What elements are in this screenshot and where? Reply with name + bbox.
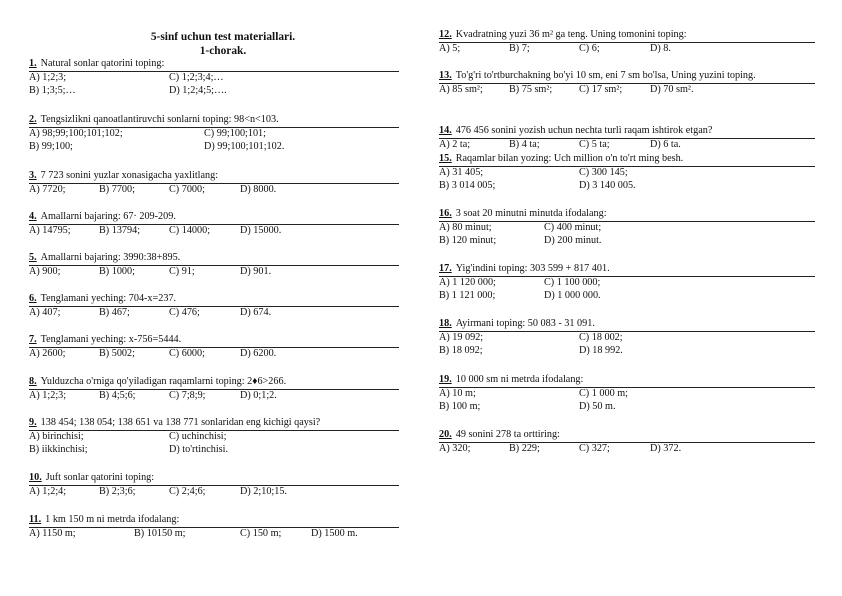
answer-option: B) 4;5;6; — [99, 389, 136, 401]
answer-option: D) 372. — [650, 442, 682, 454]
answer-row — [439, 442, 815, 456]
question-number: 15. — [439, 153, 452, 164]
answer-row — [29, 127, 399, 141]
question-number: 14. — [439, 125, 452, 136]
answer-option: B) 5002; — [99, 347, 135, 359]
question-1 — [29, 58, 399, 97]
answer-option: D) 3 140 005. — [579, 179, 636, 191]
question-17 — [439, 263, 815, 302]
answer-option: A) 85 sm²; — [439, 83, 483, 95]
answer-option: B) 100 m; — [439, 400, 481, 412]
answer-option: B) 1;3;5;… — [29, 84, 76, 96]
question-14 — [439, 125, 815, 152]
question-text-line — [29, 58, 399, 71]
answer-option: A) 1150 m; — [29, 527, 76, 539]
question-text: Yulduzcha o'rniga qo'yiladigan raqamlarni toping: 2♦6>266. — [40, 376, 287, 387]
answer-option: D) 2;10;15. — [240, 485, 287, 497]
answer-option: D) 674. — [240, 306, 272, 318]
answer-option: B) 120 minut; — [439, 234, 497, 246]
question-3 — [29, 170, 399, 197]
question-text-line — [439, 374, 815, 387]
answer-option: B) 18 092; — [439, 344, 483, 356]
question-number: 19. — [439, 374, 452, 385]
answer-row — [29, 527, 399, 541]
answer-option: A) 1 120 000; — [439, 276, 496, 288]
answer-option: B) 1000; — [99, 265, 135, 277]
answer-row — [439, 276, 815, 290]
question-12 — [439, 29, 815, 56]
answer-row — [439, 345, 815, 358]
question-number: 18. — [439, 318, 452, 329]
answer-option: A) 1;2;3; — [29, 389, 67, 401]
answer-option: D) 1;2;4;5;…. — [169, 84, 227, 96]
question-20 — [439, 429, 815, 456]
question-number: 1. — [29, 58, 37, 69]
answer-option: D) 18 992. — [579, 344, 623, 356]
question-text-line — [439, 318, 815, 331]
question-9 — [29, 417, 399, 456]
question-text-line — [29, 114, 399, 127]
answer-option: B) 467; — [99, 306, 130, 318]
question-2 — [29, 114, 399, 153]
question-number: 12. — [439, 29, 452, 40]
question-19 — [439, 374, 815, 413]
question-13 — [439, 70, 815, 97]
answer-row — [29, 306, 399, 320]
answer-option: D) 50 m. — [579, 400, 616, 412]
answer-option: C) 18 002; — [579, 331, 623, 343]
answer-option: D) 8000. — [240, 183, 277, 195]
answer-row — [439, 138, 815, 152]
question-8 — [29, 376, 399, 403]
answer-option: C) 1 000 m; — [579, 387, 628, 399]
answer-row — [29, 224, 399, 238]
question-number: 2. — [29, 114, 37, 125]
question-10 — [29, 472, 399, 499]
question-text: 49 sonini 278 ta orttiring: — [455, 429, 560, 440]
answer-option: B) 3 014 005; — [439, 179, 496, 191]
answer-row — [439, 221, 815, 235]
answer-option: D) 1500 m. — [311, 527, 358, 539]
answer-row — [439, 401, 815, 414]
question-15 — [439, 153, 815, 192]
answer-option: C) 150 m; — [240, 527, 282, 539]
answer-option: C) 327; — [579, 442, 610, 454]
question-text-line — [439, 429, 815, 442]
answer-row — [29, 347, 399, 361]
answer-option: B) 13794; — [99, 224, 141, 236]
answer-option: C) 14000; — [169, 224, 211, 236]
answer-option: C) 91; — [169, 265, 195, 277]
answer-option: A) 1;2;4; — [29, 485, 67, 497]
answer-option: D) 0;1;2. — [240, 389, 277, 401]
answer-row — [439, 166, 815, 180]
answer-option: A) 407; — [29, 306, 61, 318]
answer-row — [439, 42, 815, 56]
answer-option: C) 7000; — [169, 183, 205, 195]
question-text-line — [439, 208, 815, 221]
answer-option: C) 5 ta; — [579, 138, 610, 150]
document-title: 5-sinf uchun test materiallari. — [150, 31, 296, 43]
question-text: 1 km 150 m ni metrda ifodalang: — [45, 514, 180, 525]
question-text-line — [29, 376, 399, 389]
question-text: To'g'ri to'rtburchakning bo'yi 10 sm, eni 7 sm bo'lsa, Uning yuzini toping. — [455, 70, 756, 81]
question-text-line — [29, 170, 399, 183]
question-text: Amallarni bajaring: 3990:38+895. — [40, 252, 181, 263]
question-6 — [29, 293, 399, 320]
question-text: 10 000 sm ni metrda ifodalang: — [455, 374, 584, 385]
answer-option: A) 900; — [29, 265, 61, 277]
question-number: 4. — [29, 211, 37, 222]
answer-option: B) iikkinchisi; — [29, 443, 88, 455]
answer-option: A) 5; — [439, 42, 461, 54]
answer-row — [29, 389, 399, 403]
answer-option: C) uchinchisi; — [169, 430, 227, 442]
answer-option: D) to'rtinchisi. — [169, 443, 228, 455]
question-5 — [29, 252, 399, 279]
answer-option: C) 2;4;6; — [169, 485, 206, 497]
answer-option: B) 1 121 000; — [439, 289, 496, 301]
answer-row — [29, 265, 399, 279]
answer-option: C) 476; — [169, 306, 200, 318]
answer-row — [439, 180, 815, 193]
question-text: Tengsizlikni qanoatlantiruvchi sonlarni toping: 98<n<103. — [40, 114, 279, 125]
question-text: 476 456 sonini yozish uchun nechta turli raqam ishtirok etgan? — [455, 125, 713, 136]
question-number: 11. — [29, 514, 42, 525]
question-number: 13. — [439, 70, 452, 81]
answer-option: C) 99;100;101; — [204, 127, 266, 139]
answer-option: C) 6000; — [169, 347, 205, 359]
question-text: Yig'indini toping: 303 599 + 817 401. — [455, 263, 610, 274]
question-text: 3 soat 20 minutni minutda ifodalang: — [455, 208, 607, 219]
answer-option: A) 19 092; — [439, 331, 484, 343]
answer-row — [29, 183, 399, 197]
question-text: Amallarni bajaring: 67· 209-209. — [40, 211, 176, 222]
answer-option: B) 4 ta; — [509, 138, 540, 150]
answer-row — [29, 85, 399, 98]
question-text-line — [439, 263, 815, 276]
answer-option: D) 99;100;101;102. — [204, 140, 285, 152]
answer-row — [439, 387, 815, 401]
question-text: 7 723 sonini yuzlar xonasigacha yaxlitlang: — [40, 170, 219, 181]
answer-option: C) 7;8;9; — [169, 389, 206, 401]
answer-option: B) 99;100; — [29, 140, 73, 152]
answer-option: B) 10150 m; — [134, 527, 186, 539]
question-text-line — [439, 153, 815, 166]
question-text-line — [29, 417, 399, 430]
question-text-line — [29, 211, 399, 224]
question-text-line — [439, 125, 815, 138]
question-number: 20. — [439, 429, 452, 440]
question-number: 8. — [29, 376, 37, 387]
answer-option: D) 901. — [240, 265, 272, 277]
answer-row — [29, 141, 399, 154]
answer-option: A) 10 m; — [439, 387, 476, 399]
answer-option: C) 300 145; — [579, 166, 628, 178]
answer-option: A) 7720; — [29, 183, 66, 195]
answer-option: B) 2;3;6; — [99, 485, 136, 497]
answer-option: A) 14795; — [29, 224, 71, 236]
answer-option: D) 6 ta. — [650, 138, 681, 150]
answer-option: B) 229; — [509, 442, 540, 454]
question-text: Juft sonlar qatorini toping: — [45, 472, 155, 483]
question-text-line — [29, 472, 399, 485]
answer-row — [439, 331, 815, 345]
left-column — [29, 0, 399, 539]
answer-row — [439, 83, 815, 97]
question-number: 10. — [29, 472, 42, 483]
answer-option: D) 1 000 000. — [544, 289, 601, 301]
answer-option: D) 8. — [650, 42, 671, 54]
question-text: Kvadratning yuzi 36 m² ga teng. Uning tomonini toping: — [455, 29, 687, 40]
question-text-line — [439, 29, 815, 42]
question-18 — [439, 318, 815, 357]
question-number: 7. — [29, 334, 37, 345]
answer-row — [439, 235, 815, 248]
question-16 — [439, 208, 815, 247]
answer-option: B) 7700; — [99, 183, 135, 195]
answer-option: C) 17 sm²; — [579, 83, 623, 95]
answer-row — [29, 444, 399, 457]
answer-row — [29, 485, 399, 499]
answer-option: B) 75 sm²; — [509, 83, 553, 95]
question-text-line — [29, 293, 399, 306]
question-number: 9. — [29, 417, 37, 428]
answer-option: D) 70 sm². — [650, 83, 694, 95]
answer-option: A) 1;2;3; — [29, 71, 67, 83]
question-text: Raqamlar bilan yozing: Uch million o'n to'rt ming besh. — [455, 153, 684, 164]
question-text-line — [439, 70, 815, 83]
question-text-line — [29, 514, 399, 527]
answer-option: D) 200 minut. — [544, 234, 602, 246]
answer-row — [29, 430, 399, 444]
answer-option: A) 2600; — [29, 347, 66, 359]
answer-option: D) 15000. — [240, 224, 282, 236]
answer-option: C) 400 minut; — [544, 221, 602, 233]
question-number: 16. — [439, 208, 452, 219]
answer-option: C) 6; — [579, 42, 600, 54]
question-number: 5. — [29, 252, 37, 263]
answer-option: A) 80 minut; — [439, 221, 492, 233]
question-text: Natural sonlar qatorini toping: — [40, 58, 165, 69]
answer-option: B) 7; — [509, 42, 530, 54]
question-11 — [29, 514, 399, 541]
question-text: 138 454; 138 054; 138 651 va 138 771 sonlaridan eng kichigi qaysi? — [40, 417, 321, 428]
question-text-line — [29, 334, 399, 347]
document-subtitle: 1-chorak. — [199, 44, 247, 57]
question-text: Ayirmani toping: 50 083 - 31 091. — [455, 318, 595, 329]
question-7 — [29, 334, 399, 361]
question-4 — [29, 211, 399, 238]
answer-option: A) 98;99;100;101;102; — [29, 127, 123, 139]
answer-option: A) 2 ta; — [439, 138, 471, 150]
answer-option: C) 1;2;3;4;… — [169, 71, 224, 83]
question-text-line — [29, 252, 399, 265]
answer-option: A) birinchisi; — [29, 430, 84, 442]
answer-option: A) 320; — [439, 442, 471, 454]
question-text: Tenglamani yeching: x-756=5444. — [40, 334, 182, 345]
answer-row — [439, 290, 815, 303]
question-number: 17. — [439, 263, 452, 274]
question-number: 3. — [29, 170, 37, 181]
answer-option: C) 1 100 000; — [544, 276, 601, 288]
question-text: Tenglamani yeching: 704-x=237. — [40, 293, 177, 304]
answer-row — [29, 71, 399, 85]
question-number: 6. — [29, 293, 37, 304]
answer-option: A) 31 405; — [439, 166, 484, 178]
answer-option: D) 6200. — [240, 347, 277, 359]
